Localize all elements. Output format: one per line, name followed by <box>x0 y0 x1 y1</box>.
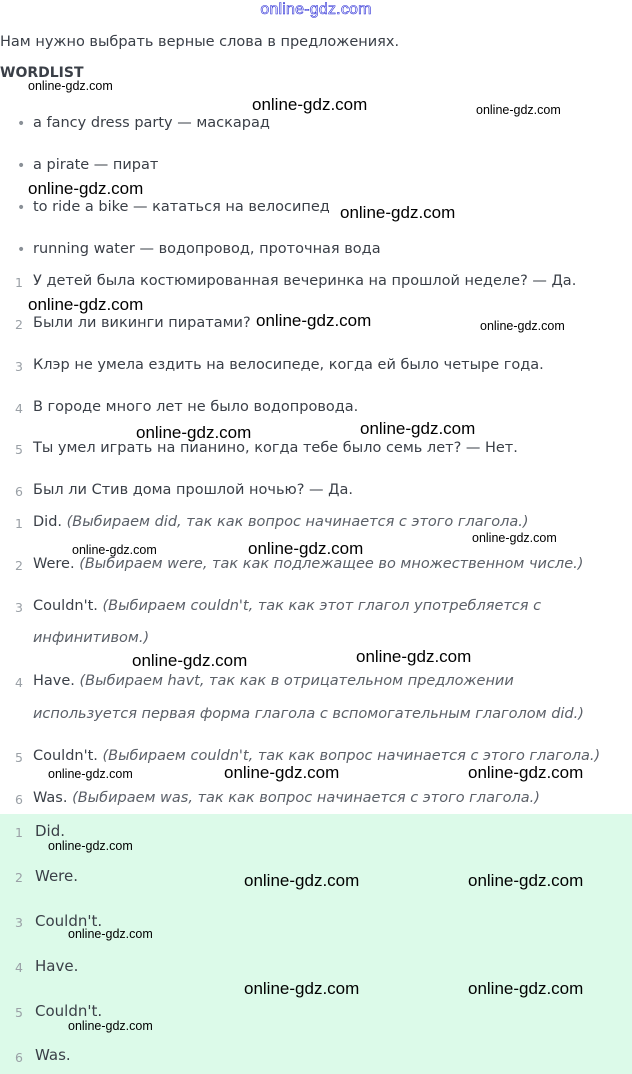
answer-number: 5 <box>15 750 23 765</box>
short-answer: Couldn't. <box>35 912 103 930</box>
watermark: online-gdz.com <box>72 543 157 557</box>
short-answer: Have. <box>35 957 79 975</box>
answer-explanation: (Выбираем was, так как вопрос начинается с этого глагола.) <box>72 790 540 806</box>
answer-line <box>33 748 600 764</box>
watermark: online-gdz.com <box>136 423 252 442</box>
answer-line <box>33 790 540 806</box>
wordlist-bullet: • <box>17 200 26 216</box>
question-number: 1 <box>15 275 23 290</box>
watermark: online-gdz.com <box>244 871 360 890</box>
watermark: online-gdz.com <box>340 203 456 222</box>
question-number: 3 <box>15 359 23 374</box>
watermark: online-gdz.com <box>48 839 133 853</box>
answer-line <box>33 673 514 689</box>
answer-explanation: (Выбираем did, так как вопрос начинается с этого глагола.) <box>66 514 529 530</box>
short-answer-number: 4 <box>15 960 23 975</box>
watermark: online-gdz.com <box>256 311 372 330</box>
answer-word: Was. <box>33 790 68 806</box>
watermark: online-gdz.com <box>244 979 360 998</box>
answer-explanation-cont: используется первая форма глагола с вспомогательным глаголом did.) <box>33 706 584 722</box>
answer-number: 1 <box>15 516 23 531</box>
short-answer-number: 2 <box>15 870 23 885</box>
intro-text: Нам нужно выбрать верные слова в предложениях. <box>0 34 400 50</box>
answer-explanation: (Выбираем havt, так как в отрицательном предложении <box>79 673 514 689</box>
short-answer-number: 3 <box>15 915 23 930</box>
wordlist-item: a pirate — пират <box>33 157 159 173</box>
short-answer: Were. <box>35 867 79 885</box>
answer-number: 2 <box>15 558 23 573</box>
watermark: online-gdz.com <box>476 103 561 117</box>
watermark: online-gdz.com <box>360 419 476 438</box>
question-number: 2 <box>15 317 23 332</box>
question-text: В городе много лет не было водопровода. <box>33 399 359 415</box>
question-text: Клэр не умела ездить на велосипеде, когда ей было четыре года. <box>33 357 544 373</box>
short-answer: Did. <box>35 822 66 840</box>
question-text: Ты умел играть на пианино, когда тебе было семь лет? — Нет. <box>33 440 518 456</box>
watermark: online-gdz.com <box>132 651 248 670</box>
watermark: online-gdz.com <box>252 95 368 114</box>
answer-number: 6 <box>15 792 23 807</box>
watermark: online-gdz.com <box>480 319 565 333</box>
short-answer-number: 5 <box>15 1005 23 1020</box>
watermark: online-gdz.com <box>468 979 584 998</box>
wordlist-item: to ride a bike — кататься на велосипед <box>33 199 330 215</box>
answer-line <box>33 598 541 614</box>
header-watermark: online-gdz.com <box>260 1 372 18</box>
answer-number: 4 <box>15 675 23 690</box>
answer-explanation: (Выбираем couldn't, так как этот глагол употребляется с <box>102 598 542 614</box>
watermark: online-gdz.com <box>28 179 144 198</box>
question-text: Были ли викинги пиратами? <box>33 315 251 331</box>
short-answer-number: 6 <box>15 1050 23 1065</box>
short-answer: Couldn't. <box>35 1002 103 1020</box>
watermark: online-gdz.com <box>248 539 364 558</box>
short-answer-number: 1 <box>15 825 23 840</box>
wordlist-bullet: • <box>17 158 26 174</box>
watermark: online-gdz.com <box>468 871 584 890</box>
wordlist-title: WORDLIST <box>0 65 84 81</box>
question-number: 4 <box>15 401 23 416</box>
watermark: online-gdz.com <box>68 1019 153 1033</box>
answer-explanation: (Выбираем were, так как подлежащее во множественном числе.) <box>79 556 584 572</box>
answer-word: Were. <box>33 556 75 572</box>
question-number: 6 <box>15 484 23 499</box>
question-text: У детей была костюмированная вечеринка на прошлой неделе? — Да. <box>33 273 577 289</box>
answer-explanation-cont: инфинитивом.) <box>33 630 150 646</box>
wordlist-item: running water — водопровод, проточная вода <box>33 241 381 257</box>
watermark: online-gdz.com <box>468 763 584 782</box>
watermark: online-gdz.com <box>28 295 144 314</box>
question-number: 5 <box>15 442 23 457</box>
wordlist-bullet: • <box>17 116 26 132</box>
question-text: Был ли Стив дома прошлой ночью? — Да. <box>33 482 353 498</box>
watermark: online-gdz.com <box>224 763 340 782</box>
answer-word: Couldn't. <box>33 748 98 764</box>
watermark: online-gdz.com <box>68 927 153 941</box>
short-answer: Was. <box>35 1046 71 1064</box>
watermark: online-gdz.com <box>48 767 133 781</box>
wordlist-bullet: • <box>17 242 26 258</box>
watermark: online-gdz.com <box>356 647 472 666</box>
answer-word: Did. <box>33 514 63 530</box>
watermark: online-gdz.com <box>28 79 113 93</box>
answer-line <box>33 514 529 530</box>
answer-word: Have. <box>33 673 75 689</box>
short-answers-panel <box>0 814 632 1074</box>
wordlist-item: a fancy dress party — маскарад <box>33 115 270 131</box>
watermark: online-gdz.com <box>472 531 557 545</box>
answer-number: 3 <box>15 600 23 615</box>
answer-explanation: (Выбираем couldn't, так как вопрос начинается с этого глагола.) <box>102 748 601 764</box>
answer-word: Couldn't. <box>33 598 98 614</box>
